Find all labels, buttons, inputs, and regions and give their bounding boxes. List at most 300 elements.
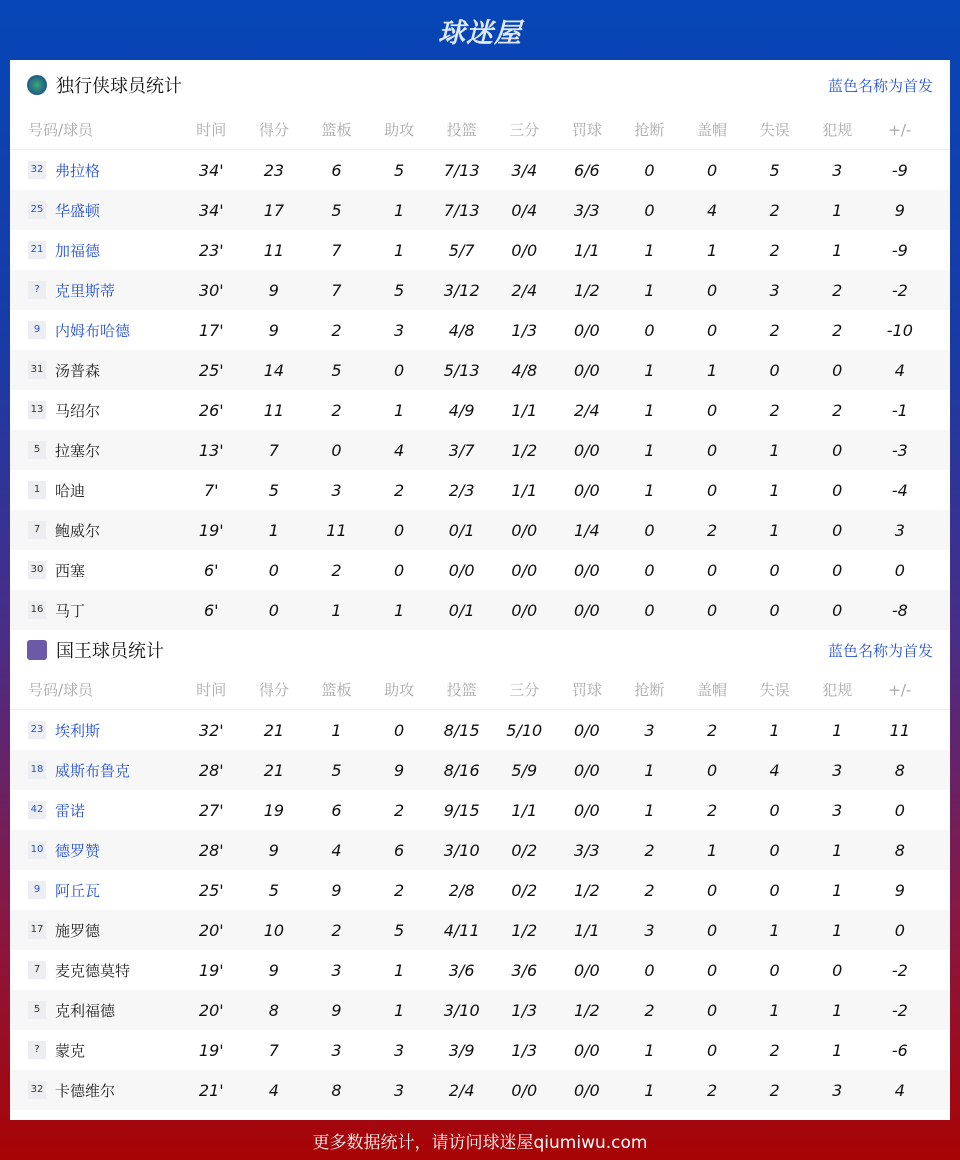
stat-cell: 1	[644, 1080, 655, 1100]
player-row[interactable]	[10, 750, 950, 790]
stat-cell: 3/12	[443, 280, 480, 300]
player-row[interactable]	[10, 510, 950, 550]
stat-cell: 9	[393, 760, 405, 780]
stat-cell: 0	[706, 760, 718, 780]
column-label: 罚球	[571, 121, 602, 139]
stat-cell: -2	[891, 960, 908, 980]
stat-cell: 9	[331, 880, 342, 900]
stat-cell: 27'	[198, 800, 224, 820]
stat-cell: 19'	[198, 520, 224, 540]
stat-cell: 1	[268, 520, 279, 540]
player-name[interactable]: 蒙克	[55, 1041, 86, 1060]
stat-cell: 0	[832, 560, 843, 580]
stat-cell: 5	[393, 280, 405, 300]
stat-cell: 19	[263, 800, 285, 820]
column-label: 罚球	[571, 681, 602, 699]
jersey-number: 10	[28, 841, 46, 859]
stat-cell: 1	[331, 720, 342, 740]
stat-cell: 1/1	[573, 240, 600, 260]
player-name[interactable]: 德罗赞	[55, 841, 101, 860]
player-name[interactable]: 威斯布鲁克	[55, 761, 131, 780]
jersey-number: 1	[28, 481, 46, 499]
stat-cell: 1	[832, 200, 843, 220]
column-label: 盖帽	[697, 681, 728, 699]
stat-cell: 4	[268, 1080, 279, 1100]
stat-cell: 0/1	[448, 600, 475, 620]
stat-cell: 3	[832, 160, 843, 180]
stat-cell: 1/3	[511, 1000, 538, 1020]
stat-cell: 3	[894, 520, 905, 540]
stat-cell: 5	[331, 760, 342, 780]
stat-cell: -9	[891, 240, 908, 260]
stat-cell: 0/0	[573, 960, 600, 980]
stat-cell: 34'	[198, 200, 224, 220]
player-row[interactable]	[10, 950, 950, 990]
stat-cell: 0/4	[511, 200, 538, 220]
stat-cell: 0	[769, 960, 780, 980]
stat-cell: 8/16	[443, 760, 480, 780]
stat-cell: 1	[769, 720, 780, 740]
stat-cell: 0/0	[573, 1080, 600, 1100]
stat-cell: 11	[263, 400, 285, 420]
stat-cell: 2	[832, 320, 843, 340]
player-row[interactable]	[10, 470, 950, 510]
stat-cell: 0	[894, 800, 905, 820]
stat-cell: 0/0	[573, 760, 600, 780]
stat-cell: 23	[263, 160, 285, 180]
column-header	[10, 110, 950, 150]
player-name[interactable]: 麦克德莫特	[55, 961, 131, 980]
stat-cell: 13'	[198, 440, 224, 460]
stat-cell: 28'	[198, 760, 224, 780]
stat-cell: 25'	[198, 360, 224, 380]
stat-cell: 11	[263, 240, 285, 260]
stat-cell: 25'	[198, 880, 224, 900]
stat-cell: 3	[769, 280, 780, 300]
player-name[interactable]: 克里斯蒂	[55, 281, 116, 300]
column-label: 时间	[196, 681, 227, 699]
player-row[interactable]	[10, 990, 950, 1030]
stat-cell: 1	[393, 600, 405, 620]
player-row[interactable]	[10, 430, 950, 470]
stat-cell: 0	[769, 360, 780, 380]
stat-cell: 0	[832, 520, 843, 540]
stat-cell: 2	[832, 280, 843, 300]
stat-cell: 1	[832, 880, 843, 900]
stat-cell: 6/6	[573, 160, 600, 180]
player-row[interactable]	[10, 790, 950, 830]
stat-cell: 0	[832, 600, 843, 620]
stat-cell: 21'	[198, 1080, 224, 1100]
column-label: 犯规	[822, 121, 853, 139]
stat-cell: 2/3	[448, 480, 475, 500]
player-row[interactable]	[10, 870, 950, 910]
column-label: 犯规	[822, 681, 853, 699]
stat-cell: 9	[894, 200, 905, 220]
stat-cell: 1	[644, 280, 655, 300]
jersey-number: ?	[28, 1041, 46, 1059]
stat-cell: 0/0	[511, 600, 538, 620]
stat-cell: 34'	[198, 160, 224, 180]
stat-cell: 2	[331, 400, 342, 420]
stat-cell: 2/8	[448, 880, 475, 900]
stat-cell: 1	[832, 920, 843, 940]
player-name[interactable]: 西塞	[55, 561, 86, 580]
stat-cell: 0	[769, 800, 780, 820]
stat-cell: 0/0	[573, 1040, 600, 1060]
player-name[interactable]: 内姆布哈德	[55, 321, 131, 340]
jersey-number: 30	[28, 561, 46, 579]
stat-cell: 1	[769, 480, 780, 500]
stat-cell: 0	[706, 480, 718, 500]
stat-cell: 7'	[204, 480, 219, 500]
stat-cell: 4/11	[443, 920, 480, 940]
stat-cell: 0	[769, 600, 780, 620]
stat-cell: 1/4	[573, 520, 600, 540]
column-label: 得分	[258, 681, 289, 699]
stat-cell: -4	[891, 480, 908, 500]
stat-cell: 5	[769, 160, 780, 180]
column-label: 失误	[759, 121, 790, 139]
stat-cell: 10	[263, 920, 285, 940]
player-name[interactable]: 马丁	[55, 601, 86, 620]
stat-cell: 0	[706, 1040, 718, 1060]
stat-cell: 5	[393, 920, 405, 940]
stat-cell: 2	[331, 920, 342, 940]
stat-cell: 5/10	[506, 720, 543, 740]
stat-cell: 3	[644, 920, 655, 940]
player-row[interactable]	[10, 270, 950, 310]
stat-cell: 1/2	[573, 280, 600, 300]
column-label: 时间	[196, 121, 227, 139]
player-name[interactable]: 弗拉格	[55, 161, 101, 180]
stat-cell: 26'	[198, 400, 224, 420]
stat-cell: 5	[331, 360, 342, 380]
stat-cell: 0/0	[511, 1080, 538, 1100]
stat-cell: 8	[894, 760, 905, 780]
player-name[interactable]: 汤普森	[55, 361, 101, 380]
stat-cell: 0	[644, 160, 655, 180]
stat-cell: 7	[331, 280, 342, 300]
jersey-number: 17	[28, 921, 46, 939]
player-name[interactable]: 雷诺	[55, 801, 86, 820]
stat-cell: 0	[706, 400, 718, 420]
stat-cell: 9	[331, 1000, 342, 1020]
stat-cell: 1	[644, 400, 655, 420]
stat-cell: 1	[832, 720, 843, 740]
player-row[interactable]	[10, 150, 950, 190]
stat-cell: 0/2	[511, 880, 538, 900]
stat-cell: 1	[706, 360, 718, 380]
stat-cell: 3	[393, 1040, 405, 1060]
footer-text: 更多数据统计，请访问球迷屋qiumiwu.com	[312, 1132, 648, 1153]
stat-cell: 4	[894, 1080, 905, 1100]
stat-cell: 0/0	[511, 520, 538, 540]
jersey-number: 32	[28, 161, 46, 179]
stat-cell: 0	[644, 320, 655, 340]
stat-cell: 0	[644, 960, 655, 980]
stat-cell: 0	[706, 600, 718, 620]
stat-cell: 0/0	[573, 320, 600, 340]
stat-cell: 1	[769, 920, 780, 940]
team-header	[10, 60, 950, 110]
column-label: 抢断	[634, 121, 665, 139]
team-logo-icon	[27, 75, 47, 95]
player-row[interactable]	[10, 590, 950, 630]
stat-cell: 0	[706, 560, 718, 580]
stat-cell: 0	[769, 560, 780, 580]
team-section	[10, 630, 950, 1110]
stat-cell: 1	[706, 840, 718, 860]
stat-cell: 9	[894, 880, 905, 900]
stat-cell: 1/2	[511, 920, 538, 940]
player-name[interactable]: 克利福德	[55, 1001, 116, 1020]
stat-cell: 2	[706, 720, 718, 740]
stat-cell: -6	[891, 1040, 908, 1060]
stat-cell: 0/0	[573, 360, 600, 380]
stat-cell: 2/4	[573, 400, 600, 420]
player-name[interactable]: 鲍威尔	[55, 521, 101, 540]
player-name[interactable]: 阿丘瓦	[55, 881, 101, 900]
stat-cell: 3	[832, 760, 843, 780]
stat-cell: 1	[393, 400, 405, 420]
stat-cell: 4	[393, 440, 405, 460]
player-name[interactable]: 马绍尔	[55, 401, 101, 420]
stat-cell: 0	[644, 520, 655, 540]
stat-cell: 2	[331, 320, 342, 340]
jersey-number: 23	[28, 721, 46, 739]
player-name[interactable]: 埃利斯	[55, 721, 101, 740]
stat-cell: 0/0	[573, 560, 600, 580]
column-label: 助攻	[384, 681, 415, 699]
stat-cell: 8	[331, 1080, 342, 1100]
jersey-number: 9	[28, 881, 46, 899]
stat-cell: 1	[393, 200, 405, 220]
stat-cell: 3	[331, 1040, 342, 1060]
stat-cell: 0	[393, 720, 405, 740]
jersey-number: 31	[28, 361, 46, 379]
stat-cell: 3/10	[443, 1000, 480, 1020]
stat-cell: 5/13	[443, 360, 480, 380]
stat-cell: 1	[644, 240, 655, 260]
jersey-number: 25	[28, 201, 46, 219]
stat-cell: 1	[644, 760, 655, 780]
stat-cell: 1/1	[573, 920, 600, 940]
jersey-number: 18	[28, 761, 46, 779]
stat-cell: 2	[769, 400, 780, 420]
stat-cell: 2	[644, 1000, 655, 1020]
player-row[interactable]	[10, 550, 950, 590]
stat-cell: 2	[393, 880, 405, 900]
stat-cell: 11	[326, 520, 347, 540]
team-header	[10, 630, 950, 670]
player-name[interactable]: 施罗德	[55, 921, 101, 940]
stat-cell: 2	[706, 1080, 718, 1100]
brand-logo: 球迷屋	[438, 17, 522, 49]
stat-cell: 0	[706, 320, 718, 340]
jersey-number: 16	[28, 601, 46, 619]
column-label: 得分	[258, 121, 289, 139]
team-title: 独行侠球员统计	[56, 76, 182, 97]
stat-cell: 0	[894, 560, 905, 580]
stat-cell: 2	[769, 240, 780, 260]
stat-cell: 1	[393, 1000, 405, 1020]
team-logo-icon	[27, 640, 47, 660]
stat-cell: 3	[644, 720, 655, 740]
player-name[interactable]: 华盛顿	[55, 201, 101, 220]
stat-cell: 9	[268, 320, 279, 340]
stat-cell: 19'	[198, 1040, 224, 1060]
stat-cell: 0/0	[573, 440, 600, 460]
stat-cell: 8/15	[443, 720, 480, 740]
stat-cell: -1	[891, 400, 908, 420]
stat-cell: 9	[268, 280, 279, 300]
team-section	[10, 60, 950, 630]
stat-cell: 2	[832, 400, 843, 420]
stat-cell: 2/4	[511, 280, 538, 300]
column-label: 抢断	[634, 681, 665, 699]
column-label: 篮板	[321, 681, 352, 699]
stat-cell: 5	[331, 200, 342, 220]
column-header	[10, 670, 950, 710]
stat-cell: 2	[706, 800, 718, 820]
stat-cell: 20'	[198, 1000, 224, 1020]
stat-cell: 1	[832, 1000, 843, 1020]
stat-cell: 32'	[198, 720, 224, 740]
jersey-number: 5	[28, 441, 46, 459]
stat-cell: 0	[706, 1000, 718, 1020]
stat-cell: 0	[706, 880, 718, 900]
stat-cell: 3/3	[573, 200, 600, 220]
stat-cell: 3	[832, 1080, 843, 1100]
stat-cell: 0/0	[511, 240, 538, 260]
stat-cell: 3	[331, 480, 342, 500]
stat-cell: 1	[832, 1040, 843, 1060]
jersey-number: 5	[28, 1001, 46, 1019]
stat-cell: 3/6	[511, 960, 538, 980]
stat-cell: 0	[832, 440, 843, 460]
stat-cell: 2	[769, 1040, 780, 1060]
stats-card	[10, 60, 950, 1120]
stat-cell: 3/4	[511, 160, 538, 180]
player-name[interactable]: 卡德维尔	[55, 1081, 116, 1100]
player-row[interactable]	[10, 310, 950, 350]
column-label: 投篮	[446, 121, 477, 139]
stat-cell: 0	[644, 560, 655, 580]
stat-cell: 4/8	[448, 320, 475, 340]
stat-cell: 23'	[198, 240, 224, 260]
stat-cell: 17	[263, 200, 285, 220]
stat-cell: 21	[263, 760, 285, 780]
player-row[interactable]	[10, 350, 950, 390]
stat-cell: 2	[644, 880, 655, 900]
stat-cell: 0	[832, 480, 843, 500]
player-row[interactable]	[10, 390, 950, 430]
stat-cell: 0	[331, 440, 342, 460]
stat-cell: 7/13	[443, 200, 480, 220]
stat-cell: 0	[832, 360, 843, 380]
column-label: 三分	[509, 121, 540, 139]
stat-cell: 2	[644, 840, 655, 860]
player-row[interactable]	[10, 710, 950, 750]
player-row[interactable]	[10, 190, 950, 230]
stat-cell: 4	[769, 760, 780, 780]
stat-cell: 19'	[198, 960, 224, 980]
stat-cell: 1	[393, 960, 405, 980]
stat-cell: 0	[393, 520, 405, 540]
stat-cell: 2	[393, 480, 405, 500]
player-name[interactable]: 加福德	[55, 241, 101, 260]
stat-cell: 1	[769, 440, 780, 460]
stat-cell: 1	[769, 1000, 780, 1020]
player-row[interactable]	[10, 830, 950, 870]
stat-cell: 1	[644, 440, 655, 460]
stat-cell: 0	[644, 200, 655, 220]
stat-cell: 1	[832, 840, 843, 860]
stat-cell: 0	[706, 280, 718, 300]
column-label: +/-	[888, 120, 912, 139]
stat-cell: 8	[894, 840, 905, 860]
stat-cell: 3	[393, 320, 405, 340]
stat-cell: 1	[331, 600, 342, 620]
stat-cell: 1	[706, 240, 718, 260]
player-row[interactable]	[10, 1070, 950, 1110]
stat-cell: 1/2	[511, 440, 538, 460]
player-row[interactable]	[10, 1030, 950, 1070]
stat-cell: 1/3	[511, 1040, 538, 1060]
jersey-number: ?	[28, 281, 46, 299]
jersey-number: 13	[28, 401, 46, 419]
stat-cell: 0	[706, 960, 718, 980]
stat-cell: 0/0	[573, 480, 600, 500]
stat-cell: 7/13	[443, 160, 480, 180]
stat-cell: 2	[769, 320, 780, 340]
stat-cell: 1/2	[573, 1000, 600, 1020]
player-name[interactable]: 哈迪	[55, 481, 86, 500]
player-row[interactable]	[10, 230, 950, 270]
stat-cell: 1	[769, 520, 780, 540]
column-label: 号码/球员	[28, 681, 94, 699]
stat-cell: 4	[331, 840, 342, 860]
jersey-number: 32	[28, 1081, 46, 1099]
stat-cell: 3	[832, 800, 843, 820]
stat-cell: 1	[644, 800, 655, 820]
stat-cell: 6	[393, 840, 405, 860]
column-label: 篮板	[321, 121, 352, 139]
column-label: 盖帽	[697, 121, 728, 139]
stat-cell: 0	[393, 360, 405, 380]
jersey-number: 7	[28, 961, 46, 979]
stat-cell: 5	[268, 880, 279, 900]
stat-cell: 2	[706, 520, 718, 540]
stat-cell: 0	[268, 600, 279, 620]
player-row[interactable]	[10, 910, 950, 950]
stat-cell: -2	[891, 1000, 908, 1020]
stat-cell: 1/2	[573, 880, 600, 900]
stat-cell: 0	[706, 160, 718, 180]
stat-cell: 6	[331, 800, 342, 820]
stat-cell: -3	[891, 440, 908, 460]
stat-cell: 0	[706, 440, 718, 460]
starter-note: 蓝色名称为首发	[827, 641, 933, 660]
stat-cell: 3/7	[448, 440, 475, 460]
player-name[interactable]: 拉塞尔	[55, 441, 101, 460]
column-label: 号码/球员	[28, 121, 94, 139]
stat-cell: 6'	[204, 560, 219, 580]
stat-cell: 7	[268, 440, 279, 460]
stat-cell: 1	[393, 240, 405, 260]
stat-cell: 0/2	[511, 840, 538, 860]
